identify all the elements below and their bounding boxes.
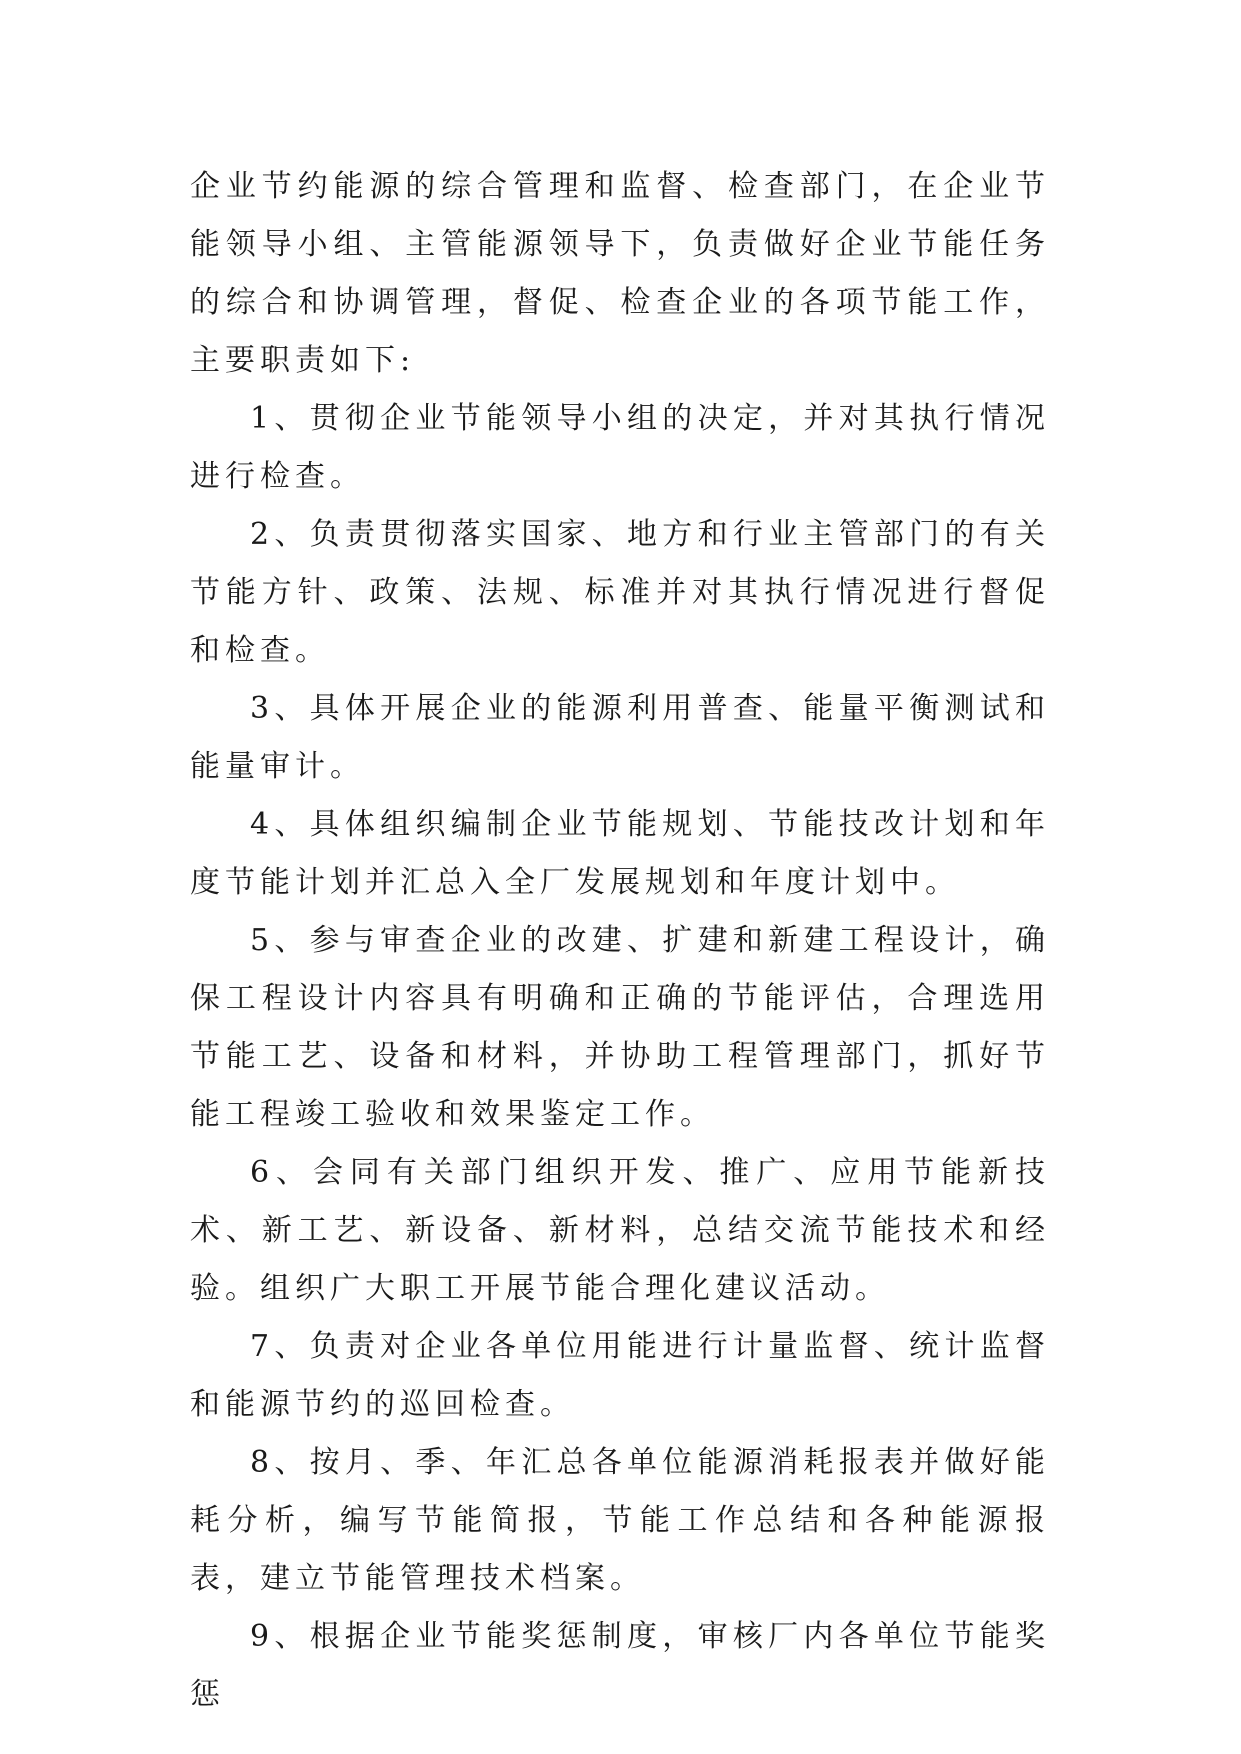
duty-item-9: 9、根据企业节能奖惩制度，审核厂内各单位节能奖惩 — [190, 1619, 1050, 1712]
duty-item-3: 3、具体开展企业的能源利用普查、能量平衡测试和能量审计。 — [190, 691, 1050, 784]
duty-item-6: 6、会同有关部门组织开发、推广、应用节能新技术、新工艺、新设备、新材料，总结交流节能技术和经验。组织广大职工开展节能合理化建议活动。 — [190, 1155, 1050, 1306]
intro-paragraph: 企业节约能源的综合管理和监督、检查部门，在企业节能领导小组、主管能源领导下，负责做好企业节能任务的综合和协调管理，督促、检查企业的各项节能工作，主要职责如下: — [190, 169, 1050, 378]
duty-item-4: 4、具体组织编制企业节能规划、节能技改计划和年度节能计划并汇总入全厂发展规划和年度计划中。 — [190, 807, 1050, 900]
duty-item-1: 1、贯彻企业节能领导小组的决定，并对其执行情况进行检查。 — [190, 401, 1050, 494]
duty-item-2: 2、负责贯彻落实国家、地方和行业主管部门的有关节能方针、政策、法规、标准并对其执行情况进行督促和检查。 — [190, 517, 1050, 668]
duty-item-8: 8、按月、季、年汇总各单位能源消耗报表并做好能耗分析，编写节能简报，节能工作总结和各种能源报表，建立节能管理技术档案。 — [190, 1445, 1050, 1596]
document-body — [190, 158, 1050, 1724]
duty-item-7: 7、负责对企业各单位用能进行计量监督、统计监督和能源节约的巡回检查。 — [190, 1329, 1050, 1422]
duty-item-5: 5、参与审查企业的改建、扩建和新建工程设计，确保工程设计内容具有明确和正确的节能评估，合理选用节能工艺、设备和材料，并协助工程管理部门，抓好节能工程竣工验收和效果鉴定工作。 — [190, 923, 1050, 1132]
